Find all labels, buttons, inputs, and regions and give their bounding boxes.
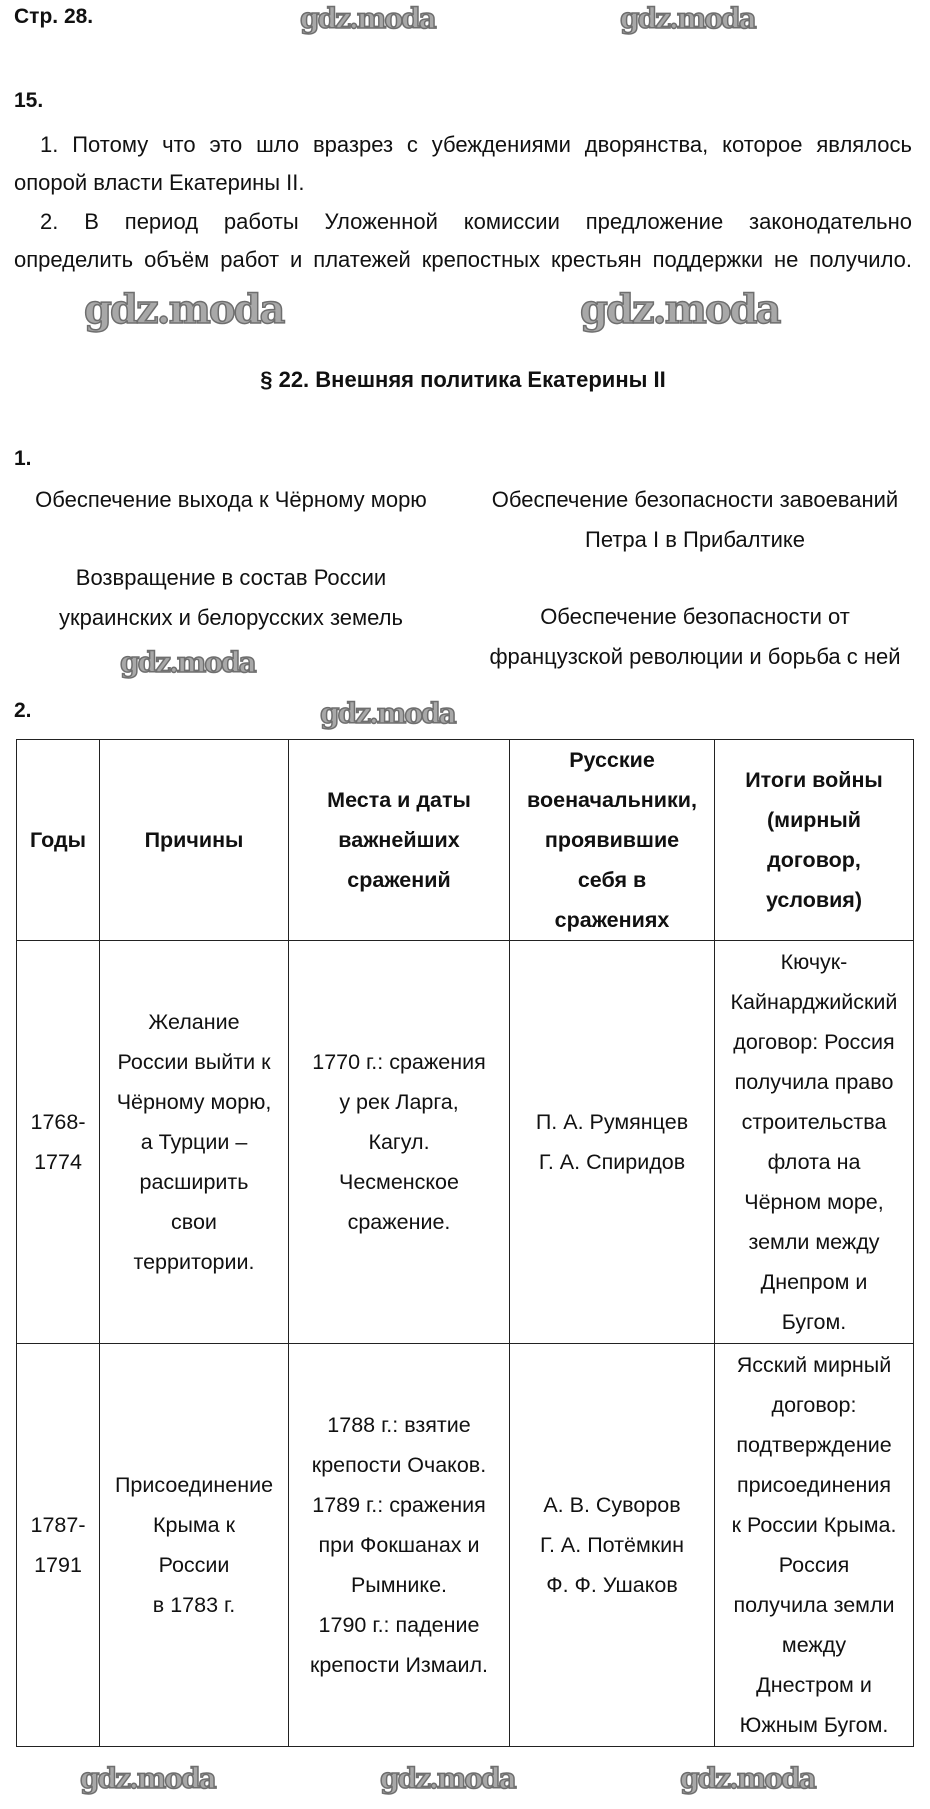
cell-line: Желание <box>148 1010 240 1034</box>
watermark-logo: gdz.moda <box>300 2 435 35</box>
cell-line: присоединения <box>737 1473 891 1497</box>
cell-line: Днепром и <box>760 1270 868 1294</box>
cell-years <box>17 1344 100 1747</box>
cell-results <box>715 941 914 1344</box>
cell-line: 1788 г.: взятие <box>327 1413 471 1437</box>
cell-line: у рек Ларга, <box>339 1090 459 1114</box>
cell-years <box>17 740 100 941</box>
task-1-left-item-1 <box>16 480 446 520</box>
cell-line: Чёрном море, <box>744 1190 884 1214</box>
cell-line: территории. <box>133 1250 255 1274</box>
watermark-logo: gdz.moda <box>120 646 255 679</box>
cell-line: Г. А. Потёмкин <box>539 1533 685 1557</box>
cell-line: сражений <box>347 868 451 892</box>
task-1-left-item-2 <box>16 558 446 638</box>
cell-line: в 1783 г. <box>152 1593 236 1617</box>
cell-line: а Турции – <box>140 1130 248 1154</box>
cell-line: договор: <box>771 1393 857 1417</box>
cell-causes <box>100 740 289 941</box>
cell-line: сражение. <box>347 1210 451 1234</box>
cell-years <box>17 941 100 1344</box>
item-line: Обеспечение выхода к Чёрному морю <box>35 487 427 512</box>
cell-line: строительства <box>741 1110 887 1134</box>
task-15-line-3: 2. В период работы Уложенной комиссии предложение законодательно <box>40 209 912 234</box>
cell-line: Места и даты <box>327 788 471 812</box>
watermark-logo: gdz.moda <box>84 286 284 333</box>
cell-commanders <box>510 1344 715 1747</box>
cell-line: сражениях <box>554 908 670 932</box>
cell-line: Кагул. <box>368 1130 430 1154</box>
cell-line: Чёрному морю, <box>116 1090 272 1114</box>
cell-line: Чесменское <box>339 1170 459 1194</box>
cell-line: 1787- <box>30 1513 86 1537</box>
cell-line: 1791 <box>34 1553 82 1577</box>
table-row <box>17 1344 914 1747</box>
cell-commanders <box>510 740 715 941</box>
item-line: французской революции и борьба с ней <box>489 644 901 669</box>
cell-line: получила право <box>734 1070 894 1094</box>
cell-line: флота на <box>767 1150 861 1174</box>
watermark-logo: gdz.moda <box>580 286 780 333</box>
watermark-logo: gdz.moda <box>620 2 755 35</box>
cell-line: при Фокшанах и <box>318 1533 480 1557</box>
task-15-line-1: 1. Потому что это шло вразрез с убеждениями дворянства, которое являлось <box>40 132 912 157</box>
task-1-number: 1. <box>14 447 32 470</box>
cell-line: Днестром и <box>756 1673 872 1697</box>
cell-line: Русские <box>569 748 655 772</box>
cell-line: военачальники, <box>527 788 697 812</box>
task-2-number: 2. <box>14 699 32 722</box>
cell-line: Итоги войны <box>745 768 883 792</box>
cell-line: Крыма к <box>152 1513 236 1537</box>
cell-line: Кайнарджийский <box>730 990 898 1014</box>
cell-causes <box>100 1344 289 1747</box>
cell-battles <box>289 941 510 1344</box>
cell-line: 1774 <box>34 1150 82 1174</box>
task-15-number: 15. <box>14 89 44 112</box>
cell-line: к России Крыма. <box>731 1513 897 1537</box>
task-15-line-4: определить объём работ и платежей крепостных крестьян поддержки не получило. <box>14 247 912 272</box>
cell-line: 1770 г.: сражения <box>312 1050 486 1074</box>
cell-line: проявившие <box>544 828 680 852</box>
page-label: Стр. 28. <box>14 5 94 28</box>
task-1-right-item-2 <box>470 597 920 677</box>
cell-line: 1768- <box>30 1110 86 1134</box>
cell-line: земли между <box>748 1230 880 1254</box>
cell-line: важнейших <box>338 828 460 852</box>
cell-battles <box>289 740 510 941</box>
section-title: § 22. Внешняя политика Екатерины II <box>260 367 666 392</box>
cell-line: крепости Измаил. <box>309 1653 489 1677</box>
cell-line: Кючук- <box>780 950 848 974</box>
cell-line: Ясский мирный <box>736 1353 892 1377</box>
table-row <box>17 941 914 1344</box>
cell-line: П. А. Румянцев <box>535 1110 689 1134</box>
cell-line: (мирный <box>767 808 861 832</box>
item-line: Обеспечение безопасности от <box>540 604 850 629</box>
item-line: Обеспечение безопасности завоеваний <box>491 487 899 512</box>
cell-line: Бугом. <box>781 1310 847 1334</box>
wars-table <box>16 739 914 1747</box>
cell-results <box>715 1344 914 1747</box>
cell-line: Ф. Ф. Ушаков <box>546 1573 678 1597</box>
cell-line: Рымнике. <box>350 1573 448 1597</box>
cell-commanders <box>510 941 715 1344</box>
item-line: Петра I в Прибалтике <box>585 527 805 552</box>
watermark-logo: gdz.moda <box>380 1762 515 1795</box>
cell-line: Г. А. Спиридов <box>538 1150 686 1174</box>
task-1-right-item-1 <box>470 480 920 560</box>
cell-results <box>715 740 914 941</box>
cell-line: Россия <box>778 1553 850 1577</box>
cell-line: договор, <box>767 848 861 872</box>
cell-battles <box>289 1344 510 1747</box>
cell-line: расширить <box>139 1170 249 1194</box>
task-15-line-2: опорой власти Екатерины II. <box>14 170 305 195</box>
cell-line: России выйти к <box>117 1050 271 1074</box>
cell-line: получила земли <box>733 1593 895 1617</box>
cell-line: себя в <box>577 868 647 892</box>
cell-line: свои <box>171 1210 217 1234</box>
cell-line: условия) <box>765 888 863 912</box>
cell-line: Годы <box>30 828 86 852</box>
item-line: Возвращение в состав России <box>75 565 387 590</box>
watermark-logo: gdz.moda <box>80 1762 215 1795</box>
cell-line: договор: Россия <box>733 1030 895 1054</box>
cell-line: Южным Бугом. <box>739 1713 889 1737</box>
watermark-logo: gdz.moda <box>680 1762 815 1795</box>
cell-line: подтверждение <box>736 1433 892 1457</box>
watermark-logo: gdz.moda <box>320 697 455 730</box>
cell-line: Присоединение <box>114 1473 274 1497</box>
cell-line: 1790 г.: падение <box>318 1613 480 1637</box>
cell-line: России <box>158 1553 230 1577</box>
item-line: украинских и белорусских земель <box>59 605 403 630</box>
cell-line: А. В. Суворов <box>543 1493 681 1517</box>
cell-line: крепости Очаков. <box>311 1453 487 1477</box>
table-header-row <box>17 740 914 941</box>
cell-line: Причины <box>144 828 244 852</box>
cell-line: между <box>781 1633 847 1657</box>
cell-causes <box>100 941 289 1344</box>
cell-line: 1789 г.: сражения <box>312 1493 486 1517</box>
